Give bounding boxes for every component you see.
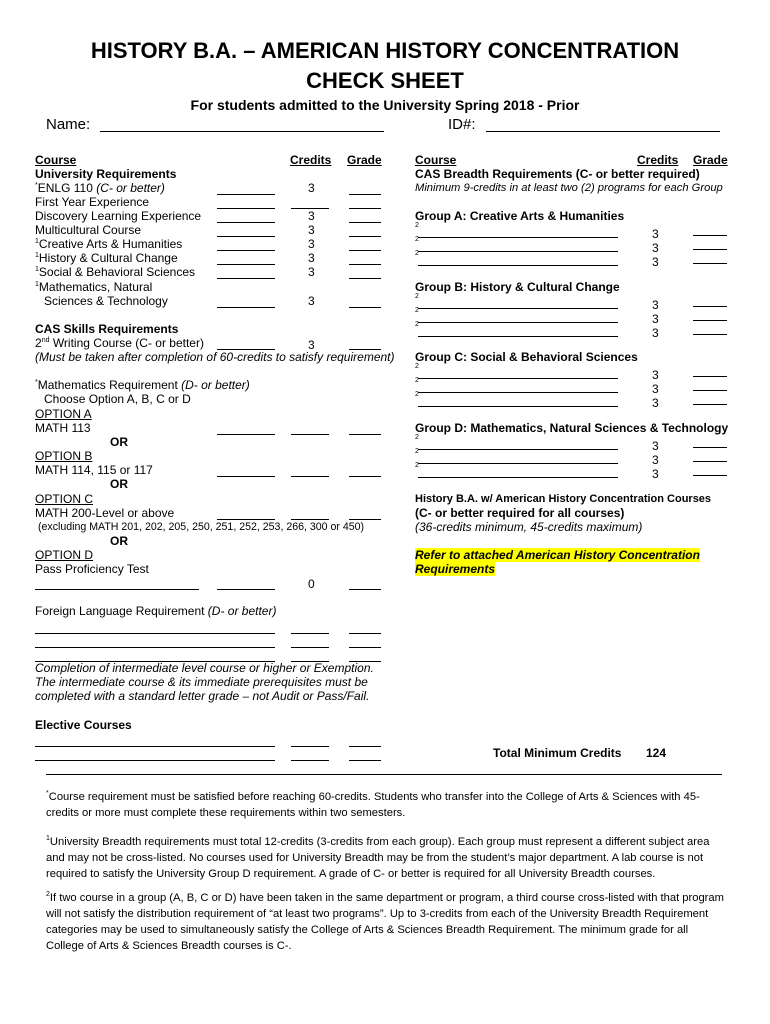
elective-credits-blank-2[interactable] [291,760,329,761]
univ-req-grade-blank[interactable] [349,222,381,223]
left-col-credits: Credits [290,153,332,167]
univ-req-grade-blank[interactable] [349,194,381,195]
breadth-grade-blank[interactable] [693,249,727,250]
breadth-heading: CAS Breadth Requirements (C- or better required) [415,167,700,181]
univ-req-credits: 3 [308,181,315,195]
option-a-credits-blank[interactable] [291,434,329,435]
univ-req-heading: University Requirements [35,167,177,181]
univ-req-course-blank[interactable] [217,208,275,209]
breadth-row-mark: 2 [415,222,419,229]
writing-credits: 3 [308,338,315,352]
foreign-credits-blank-1[interactable] [291,633,329,634]
breadth-row-credits: 3 [652,396,659,410]
univ-req-label: $^1$Creative Arts & Humanities [35,237,183,251]
breadth-grade-blank[interactable] [693,235,727,236]
univ-req-grade-blank[interactable] [349,250,381,251]
breadth-row-mark: 2 [415,434,419,441]
footnote-2: $^2$If two course in a group (A, B, C or D) have been taken in the same department or program, a third course cross-listed with that program will not satisfy the distribution requirement of “at least two programs”. Up to 3-credits from each of the University Breadth Requirement categories may be used to simultaneously satisfy the College of Arts & Sciences Breadth Requirement. The minimum grade for all College of Arts & Sciences Breadth courses is C-. [46,891,724,952]
univ-req-grade-blank[interactable] [349,278,381,279]
univ-req-credits: 3 [308,237,315,251]
breadth-row-mark: 2 [415,250,419,257]
right-col-grade: Grade [693,153,728,167]
breadth-row-credits: 3 [652,312,659,326]
elective-heading: Elective Courses [35,718,132,732]
breadth-group-title: Group B: History & Cultural Change [415,280,620,294]
option-d-credits: 0 [308,577,315,591]
breadth-grade-blank[interactable] [693,447,727,448]
breadth-row-mark: 2 [415,377,419,384]
breadth-course-blank[interactable] [418,449,618,450]
breadth-group-title: Group C: Social & Behavioral Sciences [415,350,638,364]
foreign-course-blank-2[interactable] [35,647,275,648]
breadth-course-blank[interactable] [418,308,618,309]
univ-req-course-blank[interactable] [217,194,275,195]
or-separator-3: OR [110,534,128,548]
elective-grade-blank-1[interactable] [349,746,381,747]
total-credits-label: Total Minimum Credits [493,746,622,760]
univ-req-course-blank[interactable] [217,222,275,223]
concentration-note: (36-credits minimum, 45-credits maximum) [415,520,643,534]
univ-req-course-blank[interactable] [217,236,275,237]
id-field[interactable] [486,131,720,132]
option-b-heading: OPTION B [35,449,93,463]
breadth-row-mark: 2 [415,321,419,328]
breadth-row-mark: 2 [415,391,419,398]
breadth-row-mark: 2 [415,363,419,370]
univ-req-credits: 3 [308,209,315,223]
math-choose: Choose Option A, B, C or D [44,392,191,406]
breadth-course-blank[interactable] [418,251,618,252]
univ-req-credits: 3 [308,251,315,265]
elective-grade-blank-2[interactable] [349,760,381,761]
univ-req-label: Discovery Learning Experience [35,209,202,223]
elective-course-blank-2[interactable] [35,760,275,761]
univ-req-label: Multicultural Course [35,223,142,237]
foreign-credits-blank-2[interactable] [291,647,329,648]
breadth-row-credits: 3 [652,326,659,340]
elective-course-blank-1[interactable] [35,746,275,747]
univ-req-label: *ENLG 110 (C- or better) [35,181,165,195]
concentration-requirement: (C- or better required for all courses) [415,506,625,520]
breadth-row-credits: 3 [652,227,659,241]
section-divider [46,774,722,775]
option-b-course: MATH 114, 115 or 117 [35,463,153,477]
foreign-language-label: Foreign Language Requirement (D- or better) [35,604,277,618]
breadth-row-mark: 2 [415,236,419,243]
elective-credits-blank-1[interactable] [291,746,329,747]
name-label: Name: [46,116,91,133]
breadth-course-blank[interactable] [418,237,618,238]
breadth-course-blank[interactable] [418,463,618,464]
breadth-row-credits: 3 [652,439,659,453]
option-d-grade-blank[interactable] [349,589,381,590]
refer-note-2: Requirements [415,562,496,576]
math-sci-grade-blank[interactable] [349,307,381,308]
option-a-course-blank[interactable] [217,434,275,435]
breadth-row-credits: 3 [652,467,659,481]
page-title-line2: CHECK SHEET [306,68,464,93]
right-col-credits: Credits [637,153,679,167]
breadth-row-credits: 3 [652,255,659,269]
breadth-row-credits: 3 [652,382,659,396]
breadth-course-blank[interactable] [418,392,618,393]
breadth-row-credits: 3 [652,368,659,382]
id-label: ID#: [448,116,476,133]
foreign-explanation: Completion of intermediate level course or higher or Exemption. The intermediate course & its immediate prerequisites must be completed with a standard letter grade – not Audit or Pass/Fail. [35,661,374,703]
page-title-line1: HISTORY B.A. – AMERICAN HISTORY CONCENTRATION [90,38,680,63]
univ-req-grade-blank[interactable] [349,236,381,237]
breadth-course-blank[interactable] [418,322,618,323]
option-b-credits-blank[interactable] [291,476,329,477]
option-d-test-blank[interactable] [35,589,199,590]
breadth-note: Minimum 9-credits in at least two (2) programs for each Group [415,182,723,194]
breadth-group-title: Group D: Mathematics, Natural Sciences & Technology [415,421,729,435]
breadth-course-blank[interactable] [418,336,618,337]
option-c-heading: OPTION C [35,492,94,506]
concentration-heading: History B.A. w/ American History Concentration Courses [415,493,712,505]
univ-req-course-blank[interactable] [217,278,275,279]
univ-req-label: First Year Experience [35,195,150,209]
left-col-grade: Grade [347,153,382,167]
math-req-label: *Mathematics Requirement (D- or better) [35,378,250,392]
breadth-row-mark: 2 [415,462,419,469]
right-col-course: Course [415,153,457,167]
breadth-grade-blank[interactable] [693,461,727,462]
foreign-course-blank-1[interactable] [35,633,275,634]
option-a-heading: OPTION A [35,407,92,421]
breadth-row-mark: 2 [415,448,419,455]
breadth-row-credits: 3 [652,298,659,312]
breadth-group-title: Group A: Creative Arts & Humanities [415,209,625,223]
univ-req-credits: 3 [308,223,315,237]
option-c-note: (excluding MATH 201, 202, 205, 250, 251, 252, 253, 266, 300 or 450) [38,521,365,533]
breadth-grade-blank[interactable] [693,475,727,476]
writing-course-label: 2nd Writing Course (C- or better) [35,336,204,350]
refer-note: Refer to attached American History Concentration [415,548,700,562]
or-separator-2: OR [110,477,128,491]
univ-req-label: $^1$History & Cultural Change [35,251,178,265]
foreign-grade-blank-2[interactable] [349,647,381,648]
left-col-course: Course [35,153,77,167]
univ-req-course-blank[interactable] [217,264,275,265]
option-a-course: MATH 113 [35,421,91,435]
univ-req-credits: 3 [308,265,315,279]
math-sci-label: $^1$Mathematics, Natural [35,280,153,294]
writing-note: (Must be taken after completion of 60-credits to satisfy requirement) [35,350,395,364]
cas-skills-heading: CAS Skills Requirements [35,322,179,336]
option-a-grade-blank[interactable] [349,434,381,435]
option-d-course-blank[interactable] [217,589,275,590]
breadth-grade-blank[interactable] [693,320,727,321]
breadth-course-blank[interactable] [418,406,618,407]
breadth-course-blank[interactable] [418,265,618,266]
univ-req-grade-blank[interactable] [349,264,381,265]
breadth-row-mark: 2 [415,307,419,314]
breadth-grade-blank[interactable] [693,334,727,335]
breadth-grade-blank[interactable] [693,263,727,264]
option-d-course: Pass Proficiency Test [35,562,149,576]
option-c-course: MATH 200-Level or above [35,506,175,520]
or-separator-1: OR [110,435,128,449]
univ-req-grade-blank[interactable] [349,208,381,209]
univ-req-course-blank[interactable] [217,250,275,251]
option-d-heading: OPTION D [35,548,94,562]
footnote-1: $^1$University Breadth requirements must total 12-credits (3-credits from each group). Each group must represent a different subject area and may not be cross-listed. No courses used for University Breadth may be from the student’s major department. A lab course is not required to satisfy the University Group D requirement. A grade of C- or better is required for all University Breadth courses. [46,835,710,880]
breadth-grade-blank[interactable] [693,404,727,405]
name-field[interactable] [100,131,384,132]
option-b-grade-blank[interactable] [349,476,381,477]
footnote-star: *Course requirement must be satisfied before reaching 60-credits. Students who transfer into the College of Arts & Sciences with 45-credits or more must complete these requirements within two semesters. [46,790,700,819]
breadth-grade-blank[interactable] [693,306,727,307]
option-b-course-blank[interactable] [217,476,275,477]
breadth-course-blank[interactable] [418,378,618,379]
breadth-grade-blank[interactable] [693,376,727,377]
math-sci-credits: 3 [308,294,315,308]
foreign-grade-blank-1[interactable] [349,633,381,634]
breadth-row-credits: 3 [652,453,659,467]
breadth-course-blank[interactable] [418,477,618,478]
breadth-row-credits: 3 [652,241,659,255]
breadth-row-mark: 2 [415,293,419,300]
page-subtitle: For students admitted to the University Spring 2018 - Prior [190,97,580,113]
univ-req-label: $^1$Social & Behavioral Sciences [35,265,195,279]
breadth-grade-blank[interactable] [693,390,727,391]
total-credits-value: 124 [646,746,667,760]
math-sci-label-2: Sciences & Technology [44,294,168,308]
math-sci-course-blank[interactable] [217,307,275,308]
